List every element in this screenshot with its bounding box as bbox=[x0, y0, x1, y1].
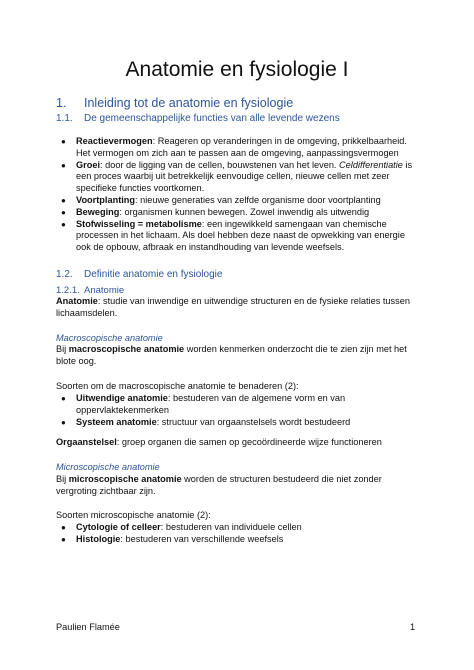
bullet-icon: ● bbox=[61, 160, 66, 170]
term: Stofwisseling = metabolisme bbox=[76, 218, 202, 229]
list-item bbox=[56, 219, 416, 254]
bullet-icon: ● bbox=[61, 534, 66, 544]
document-title: Anatomie en fysiologie I bbox=[125, 58, 349, 81]
definition-text: : groep organen die samen op gecoördineerde wijze functioneren bbox=[116, 437, 382, 447]
list-item bbox=[56, 522, 416, 534]
micro-definition bbox=[56, 474, 416, 498]
item-text: : door de ligging van de cellen, bouwstenen van het leven. bbox=[100, 159, 340, 170]
term: Orgaanstelsel bbox=[56, 437, 117, 447]
micro-soorten: Soorten microscopische anatomie (2): bbox=[56, 510, 211, 520]
term: Cytologie of celleer bbox=[76, 522, 161, 532]
list-item bbox=[56, 195, 416, 207]
term: macroscopische anatomie bbox=[68, 344, 185, 354]
list-item bbox=[56, 393, 416, 417]
heading-text: De gemeenschappelijke functies van alle levende wezens bbox=[84, 113, 340, 124]
heading-1-2-1 bbox=[56, 285, 124, 296]
heading-text: Inleiding tot de anatomie en fysiologie bbox=[84, 96, 294, 110]
micro-heading: Microscopische anatomie bbox=[56, 462, 160, 472]
term: Systeem anatomie bbox=[76, 416, 157, 427]
list-item bbox=[56, 207, 416, 219]
definition-text: worden kenmerken onderzocht die te zien zijn met het blote oog. bbox=[56, 344, 407, 366]
prefix-text: Bij bbox=[56, 474, 69, 484]
heading-1-2 bbox=[56, 269, 222, 280]
italic-term: Celdifferentiatie bbox=[339, 159, 403, 170]
anatomie-definition bbox=[56, 296, 416, 320]
term: Groei bbox=[76, 159, 100, 170]
macro-definition bbox=[56, 344, 416, 368]
heading-text: Anatomie bbox=[84, 285, 125, 296]
list-item bbox=[56, 160, 416, 195]
heading-number: 1.1. bbox=[56, 113, 73, 124]
heading-number: 1. bbox=[56, 96, 67, 110]
item-text: : bestuderen van individuele cellen bbox=[160, 522, 302, 532]
heading-1-1 bbox=[56, 113, 340, 124]
item-text: : nieuwe generaties van zelfde organisme door voortplanting bbox=[135, 194, 381, 205]
macro-heading: Macroscopische anatomie bbox=[56, 333, 163, 343]
item-text: : een ingewikkeld samengaan van chemische processen in het lichaam. Als doel hebben deze naast de opwekking van energie ook de opbouw, afbraak en instandhouding van levende weefsels. bbox=[76, 218, 405, 253]
term: Voortplanting bbox=[76, 194, 136, 205]
heading-text: Definitie anatomie en fysiologie bbox=[84, 269, 223, 280]
definition-text: : studie van inwendige en uitwendige structuren en de fysieke relaties tussen lichaamsdelen. bbox=[56, 296, 410, 318]
item-text: : bestuderen van de algemene vorm en van oppervlaktekenmerken bbox=[76, 393, 346, 415]
term: Beweging bbox=[76, 206, 120, 217]
term: Reactievermogen bbox=[76, 136, 153, 146]
item-text-2: is een proces waarbij uit betrekkelijk eenvoudige cellen, nieuwe cellen met zeer specifieke functies voortkomen. bbox=[76, 159, 413, 194]
item-text: : bestuderen van verschillende weefsels bbox=[120, 533, 284, 544]
item-text: : Reageren op veranderingen in de omgeving, prikkelbaarheid. Het vermogen om zich aan te passen aan de omgeving, aanpassingsvermogen bbox=[76, 136, 407, 158]
item-text: : organismen kunnen bewegen. Zowel inwendig als uitwendig bbox=[119, 206, 370, 217]
bullet-icon: ● bbox=[61, 394, 66, 403]
footer-author: Paulien Flamée bbox=[56, 622, 120, 632]
bullet-icon: ● bbox=[61, 137, 66, 146]
list-item bbox=[56, 136, 416, 160]
bullet-icon: ● bbox=[61, 523, 66, 532]
micro-list bbox=[56, 522, 416, 546]
definition-text: worden de structuren bestudeerd die niet zonder vergroting zichtbaar zijn. bbox=[56, 474, 382, 496]
functions-list bbox=[56, 136, 416, 254]
macro-list bbox=[56, 393, 416, 428]
term: Uitwendige anatomie bbox=[76, 393, 168, 403]
list-item bbox=[56, 417, 416, 429]
page-number: 1 bbox=[410, 622, 416, 632]
bullet-icon: ● bbox=[61, 195, 66, 205]
item-text: : structuur van orgaanstelsels wordt bestudeerd bbox=[156, 416, 351, 427]
heading-number: 1.2. bbox=[56, 269, 73, 280]
macro-soorten: Soorten om de macroscopische anatomie te benaderen (2): bbox=[56, 381, 299, 391]
heading-1 bbox=[56, 96, 293, 110]
term: Anatomie bbox=[56, 296, 98, 306]
heading-number: 1.2.1. bbox=[56, 285, 80, 296]
orgaanstelsel-definition bbox=[56, 437, 416, 449]
bullet-icon: ● bbox=[61, 219, 66, 229]
prefix-text: Bij bbox=[56, 344, 69, 354]
term: Histologie bbox=[76, 533, 121, 544]
bullet-icon: ● bbox=[61, 207, 66, 217]
bullet-icon: ● bbox=[61, 417, 66, 427]
term: microscopische anatomie bbox=[68, 474, 182, 484]
list-item bbox=[56, 534, 416, 546]
